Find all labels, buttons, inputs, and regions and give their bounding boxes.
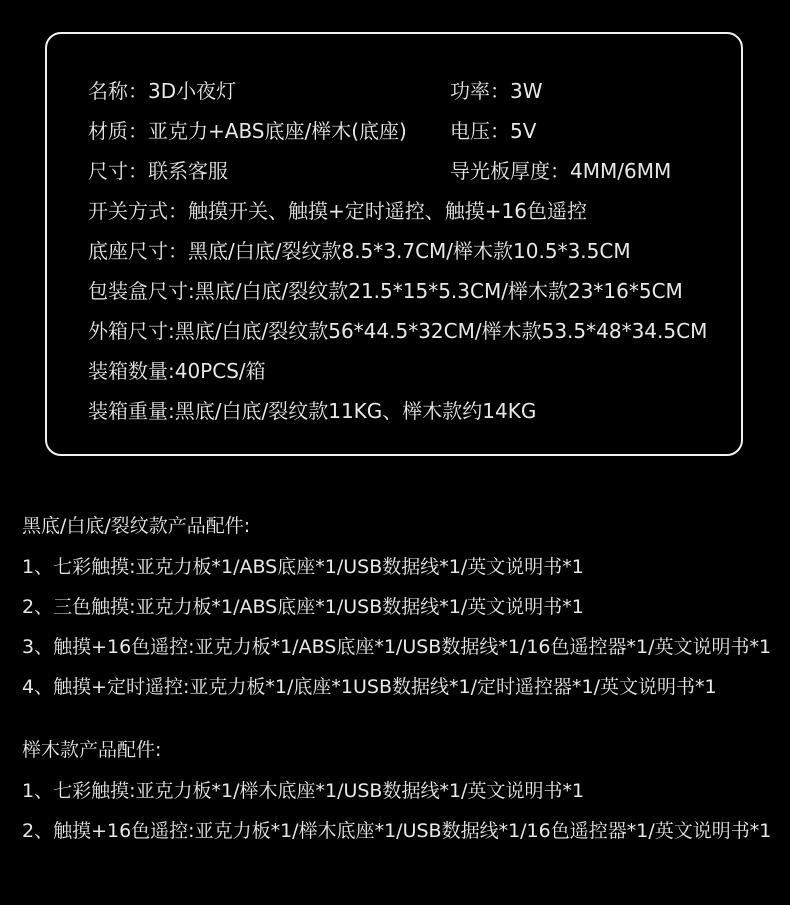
accessory-item: 2、三色触摸:亚克力板*1/ABS底座*1/USB数据线*1/英文说明书*1 [22, 596, 584, 618]
spec-name: 名称：3D小夜灯 [88, 79, 237, 103]
spec-carton-weight: 装箱重量:黑底/白底/裂纹款11KG、榉木款约14KG [88, 399, 537, 423]
spec-voltage: 电压：5V [450, 119, 537, 143]
spec-carton-qty: 装箱数量:40PCS/箱 [88, 359, 266, 383]
spec-switch-mode: 开关方式：触摸开关、触摸+定时遥控、触摸+16色遥控 [88, 199, 587, 223]
spec-box-size: 包装盒尺寸:黑底/白底/裂纹款21.5*15*5.3CM/榉木款23*16*5CM [88, 279, 683, 303]
spec-power: 功率：3W [450, 79, 543, 103]
accessory-item: 3、触摸+16色遥控:亚克力板*1/ABS底座*1/USB数据线*1/16色遥控器*1/英文说明书*1 [22, 636, 772, 658]
spec-base-size: 底座尺寸：黑底/白底/裂纹款8.5*3.7CM/榉木款10.5*3.5CM [88, 239, 631, 263]
accessories-wood-title: 榉木款产品配件: [22, 739, 162, 761]
accessory-item: 2、触摸+16色遥控:亚克力板*1/榉木底座*1/USB数据线*1/16色遥控器*1/英文说明书*1 [22, 820, 772, 842]
accessory-item: 1、七彩触摸:亚克力板*1/ABS底座*1/USB数据线*1/英文说明书*1 [22, 556, 584, 578]
spec-material: 材质：亚克力+ABS底座/榉木(底座) [88, 119, 407, 143]
accessory-item: 1、七彩触摸:亚克力板*1/榉木底座*1/USB数据线*1/英文说明书*1 [22, 780, 585, 802]
accessories-black-title: 黑底/白底/裂纹款产品配件: [22, 515, 251, 537]
spec-carton-size: 外箱尺寸:黑底/白底/裂纹款56*44.5*32CM/榉木款53.5*48*34.5CM [88, 319, 708, 343]
accessory-item: 4、触摸+定时遥控:亚克力板*1/底座*1USB数据线*1/定时遥控器*1/英文说明书*1 [22, 676, 717, 698]
spec-panel-thickness: 导光板厚度：4MM/6MM [450, 159, 672, 183]
spec-size: 尺寸：联系客服 [88, 159, 228, 183]
